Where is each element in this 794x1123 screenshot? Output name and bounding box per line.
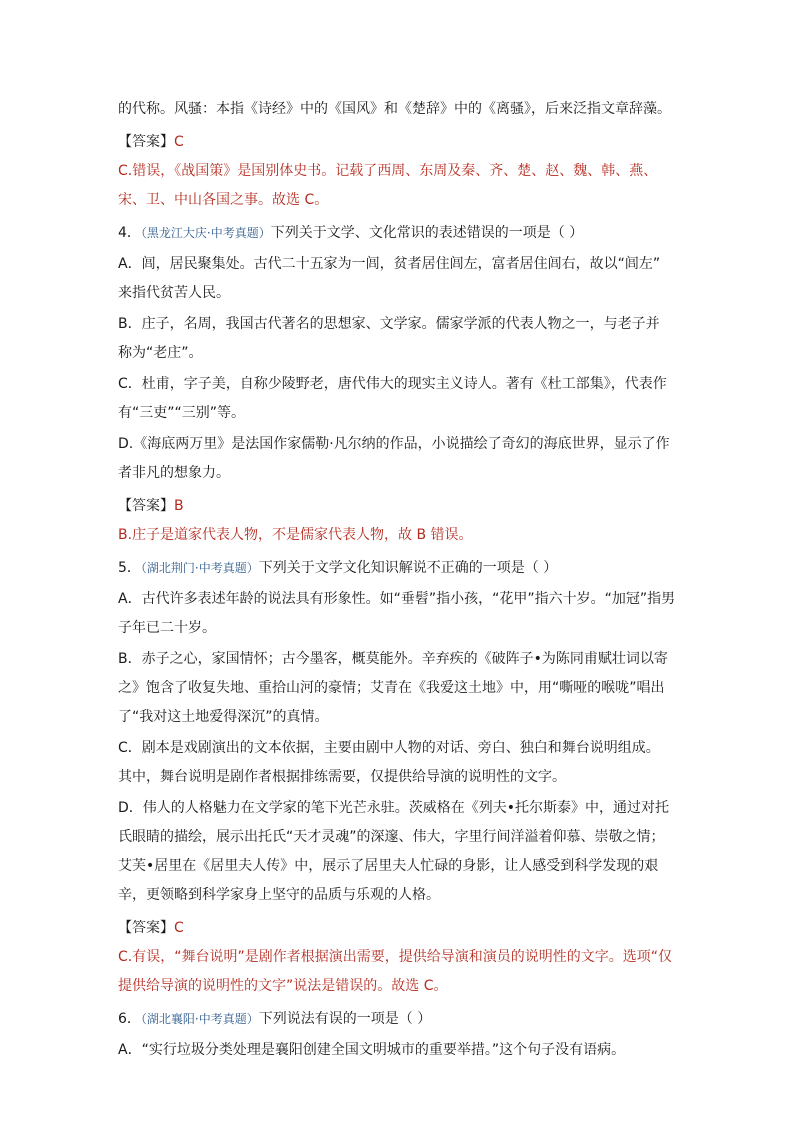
q5-option-d-line-3: 艾芙•居里在《居里夫人传》中，展示了居里夫人忙碌的身影，让人感受到科学发现的艰 (118, 858, 659, 874)
q5-option-b-line-1: B．赤子之心，家国情怀；古今墨客，概莫能外。辛弃疾的《破阵子•为陈同甫赋壮词以寄 (118, 651, 668, 667)
q6-source: （湖北襄阳·中考真题） (140, 1012, 259, 1026)
q4-option-b-line-2: 称为“老庄”。 (118, 345, 203, 361)
q5-source: （湖北荆门·中考真题） (140, 561, 259, 575)
answer-letter: B (174, 498, 184, 514)
q5-option-d-line-4: 辛，更领略到科学家身上坚守的品质与乐观的人格。 (118, 887, 440, 903)
answer-tag: 【答案】 (118, 134, 174, 150)
q4-option-a-line-2: 来指代贫苦人民。 (118, 285, 230, 301)
intro-line: 的代称。风骚：本指《诗经》中的《国风》和《楚辞》中的《离骚》，后来泛指文章辞藻。 (118, 101, 671, 117)
q6-heading (118, 1005, 681, 1034)
q4-heading (118, 219, 681, 248)
q5-number: 5． (118, 560, 141, 576)
q5-option-b-line-3: 了“我对这土地爱得深沉”的真情。 (118, 709, 329, 725)
document-content (118, 95, 681, 1065)
q6-option-a-line-1: A．“实行垃圾分类处理是襄阳创建全国文明城市的重要举措。”这个句子没有语病。 (118, 1042, 626, 1058)
q5-answer (118, 914, 681, 943)
q5-option-c-line-2: 其中，舞台说明是剧作者根据排练需要，仅提供给导演的说明性的文字。 (118, 769, 566, 785)
q5-heading (118, 554, 681, 583)
q4-option-c-line-2: 有“三吏”“三别”等。 (118, 405, 246, 421)
q5-option-d-line-1: D．伟人的人格魅力在文学家的笔下光芒永驻。茨威格在《列夫•托尔斯泰》中，通过对托 (118, 800, 670, 816)
q4-source: （黑龙江大庆·中考真题） (140, 226, 271, 240)
q5-option-c-line-1: C．剧本是戏剧演出的文本依据，主要由剧中人物的对话、旁白、独白和舞台说明组成。 (118, 740, 660, 756)
q5-option-b-line-2: 之》饱含了收复失地、重拾山河的豪情；艾青在《我爱这土地》中，用“嘶哑的喉咙”唱出 (118, 680, 665, 696)
q4-number: 4． (118, 225, 141, 241)
q5-option-a-line-1: A．古代许多表述年龄的说法具有形象性。如“垂髫”指小孩，“花甲”指六十岁。“加冠”指男 (118, 591, 676, 607)
q3-explanation-line-2: 宋、卫、中山各国之事。故选 C。 (118, 192, 329, 208)
q4-option-d-line-1: D.《海底两万里》是法国作家儒勒·凡尔纳的作品，小说描绘了奇幻的海底世界，显示了作 (118, 436, 670, 452)
q5-option-a-line-2: 子年已二十岁。 (118, 620, 216, 636)
q3-explanation-line-1: C.错误，《战国策》是国别体史书。记载了西周、东周及秦、齐、楚、赵、魏、韩、燕、 (118, 163, 658, 179)
q6-stem: 下列说法有误的一项是（ ） (258, 1011, 432, 1027)
q3-answer (118, 128, 681, 157)
answer-letter: C (174, 920, 184, 936)
q4-option-d-line-2: 者非凡的想象力。 (118, 465, 230, 481)
answer-letter: C (174, 134, 184, 150)
q4-answer (118, 492, 681, 521)
q4-option-a-line-1: A．闾，居民聚集处。古代二十五家为一闾，贫者居住闾左，富者居住闾右，故以“闾左” (118, 256, 661, 272)
q5-explanation-line-1: C.有误，“舞台说明”是剧作者根据演出需要，提供给导演和演员的说明性的文字。选项“仅 (118, 949, 672, 965)
q4-stem: 下列关于文学、文化常识的表述错误的一项是（ ） (270, 225, 584, 241)
q5-option-d-line-2: 氏眼睛的描绘，展示出托氏“天才灵魂”的深邃、伟大，字里行间洋溢着仰慕、崇敬之情； (118, 829, 665, 845)
q4-explanation-line-1: B.庄子是道家代表人物，不是儒家代表人物，故 B 错误。 (118, 527, 473, 543)
answer-tag: 【答案】 (118, 920, 174, 936)
answer-tag: 【答案】 (118, 498, 174, 514)
q4-option-c-line-1: C．杜甫，字子美，自称少陵野老，唐代伟大的现实主义诗人。著有《杜工部集》，代表作 (118, 376, 667, 392)
q5-stem: 下列关于文学文化知识解说不正确的一项是（ ） (258, 560, 558, 576)
q5-explanation-line-2: 提供给导演的说明性的文字”说法是错误的。故选 C。 (118, 978, 448, 994)
q6-number: 6． (118, 1011, 141, 1027)
q4-option-b-line-1: B．庄子，名周，我国古代著名的思想家、文学家。儒家学派的代表人物之一，与老子并 (118, 316, 660, 332)
